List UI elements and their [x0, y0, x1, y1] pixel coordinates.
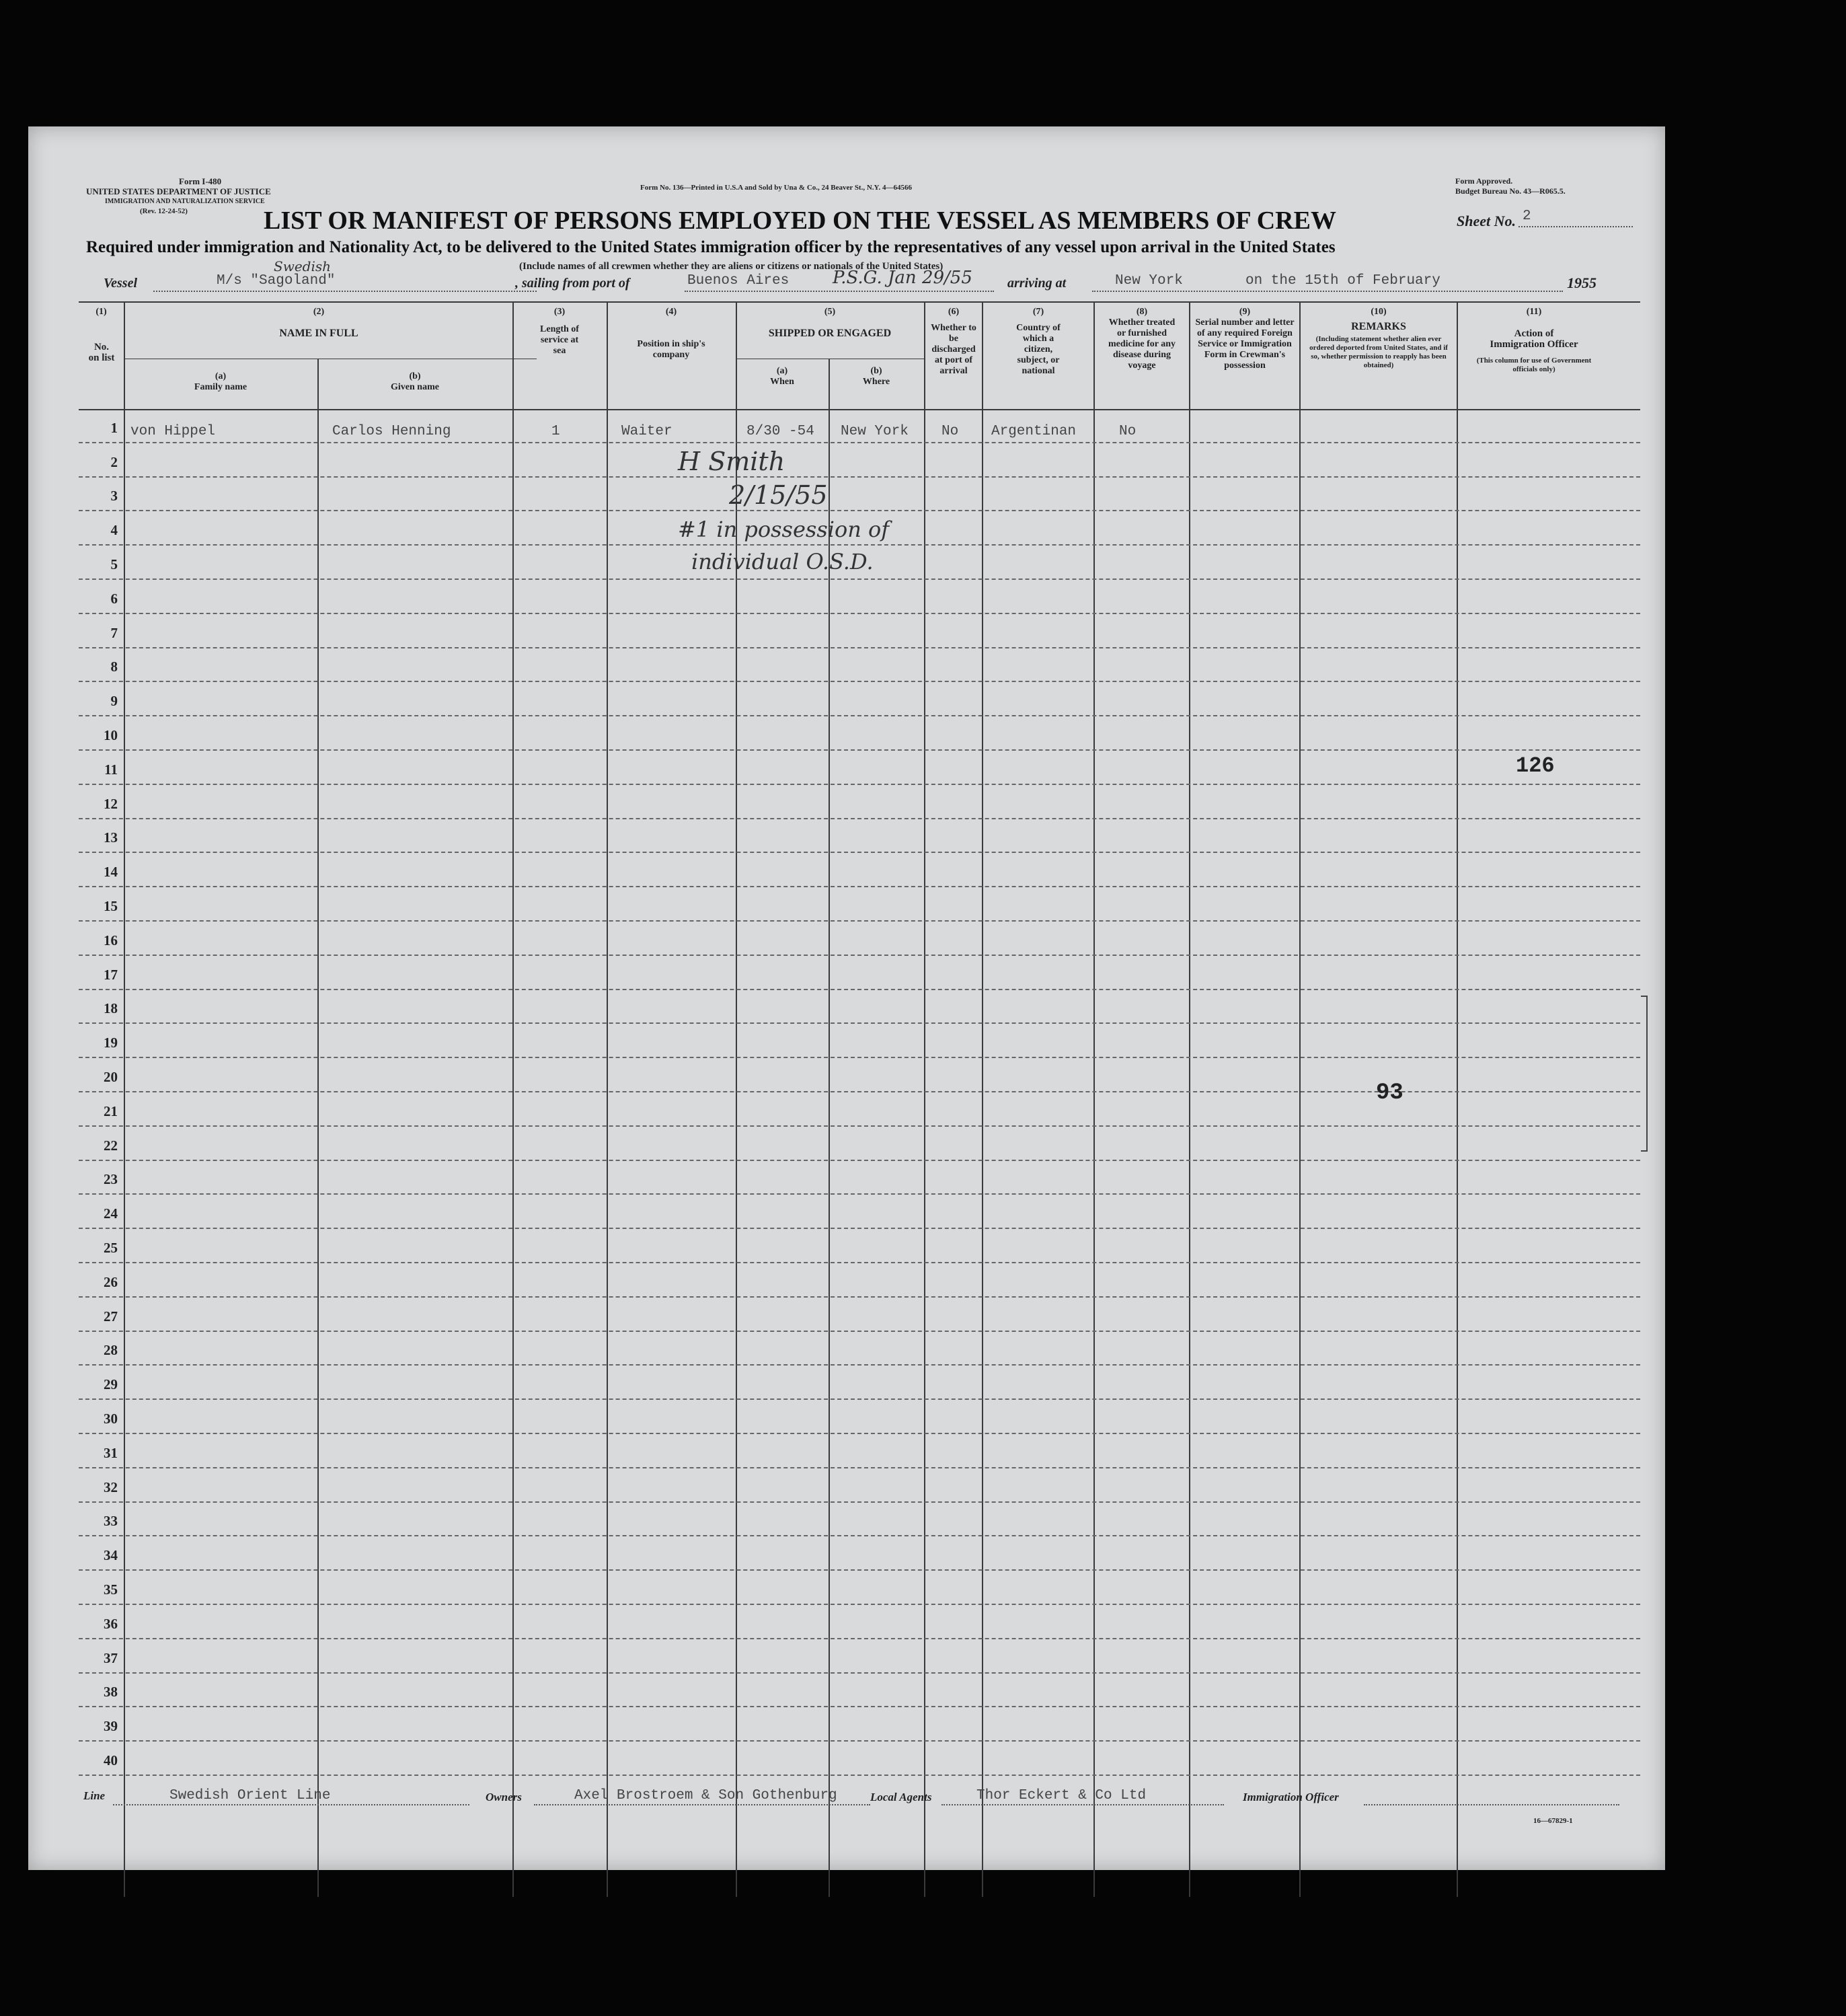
vessel-label: Vessel	[104, 276, 137, 291]
row-number: 6	[110, 590, 118, 607]
table-row	[79, 1674, 1640, 1708]
port-underline	[685, 291, 994, 292]
row-number: 26	[104, 1273, 118, 1290]
table-row	[79, 478, 1640, 512]
immigration-officer-label: Immigration Officer	[1243, 1791, 1339, 1803]
row-number: 4	[110, 522, 118, 539]
form-revision: (Rev. 12-24-52)	[140, 207, 188, 215]
service-name: IMMIGRATION AND NATURALIZATION SERVICE	[105, 198, 265, 205]
row-number: 18	[104, 1000, 118, 1017]
page-title: LIST OR MANIFEST OF PERSONS EMPLOYED ON THE VESSEL AS MEMBERS OF CREW	[264, 207, 1336, 235]
table-row	[79, 1536, 1640, 1571]
table-row	[79, 1092, 1640, 1127]
given-name-header: (b) Given name	[391, 371, 439, 392]
row-number: 2	[110, 453, 118, 470]
row-number: 14	[104, 864, 118, 881]
table-row	[79, 682, 1640, 716]
table-row	[79, 580, 1640, 614]
entry-where: New York	[841, 424, 909, 439]
entry-given-name: Carlos Henning	[332, 424, 451, 439]
col-1-header: (1) No. on list	[88, 307, 115, 363]
row-number: 34	[104, 1547, 118, 1564]
table-row	[79, 1332, 1640, 1366]
table-row	[79, 1024, 1640, 1058]
row-number: 36	[104, 1615, 118, 1632]
row-number: 16	[104, 932, 118, 948]
entry-position: Waiter	[621, 424, 672, 439]
table-row	[79, 443, 1640, 478]
line-label: Line	[83, 1789, 106, 1802]
table-row	[79, 1229, 1640, 1263]
page-subtitle: Required under immigration and Nationality Act, to be delivered to the United States immigration officer by the representatives of any vessel upon arrival in the United States	[86, 238, 1336, 256]
arrival-port: New York	[1115, 273, 1183, 289]
line-value: Swedish Orient Line	[169, 1788, 331, 1803]
where-header: (b) Where	[862, 366, 890, 387]
row-number: 9	[110, 693, 118, 710]
row-number: 24	[104, 1205, 118, 1222]
arriving-label: arriving at	[1007, 276, 1067, 291]
arrival-underline	[1092, 291, 1563, 292]
row-number: 39	[104, 1718, 118, 1735]
table-row	[79, 1468, 1640, 1503]
when-header: (a) When	[770, 366, 794, 387]
sheet-underline	[1518, 226, 1633, 227]
table-row	[79, 614, 1640, 648]
col-5-header: (5) SHIPPED OR ENGAGED	[768, 307, 892, 339]
row-number: 1	[110, 419, 118, 436]
sheet-no-label: Sheet No.	[1457, 213, 1516, 229]
agents-underline	[941, 1804, 1224, 1805]
printer-line: Form No. 136—Printed in U.S.A and Sold by Una & Co., 24 Beaver St., N.Y. 4—64566	[640, 184, 912, 192]
row-number: 40	[104, 1752, 118, 1768]
budget-bureau: Budget Bureau No. 43—R065.5.	[1455, 186, 1566, 196]
form-header-left	[86, 176, 271, 217]
form-code: 16—67829-1	[1533, 1817, 1573, 1825]
row-number: 35	[104, 1581, 118, 1598]
entry-discharged: No	[941, 424, 959, 439]
col-10-header: (10) REMARKS (Including statement whether alien ever ordered deported from United States, and if so, whether permission to reapply has been obtained)	[1309, 307, 1448, 369]
agents-value: Thor Eckert & Co Ltd	[976, 1788, 1147, 1803]
handwritten-signature: H Smith	[678, 447, 785, 476]
form-approved: Form Approved.	[1455, 176, 1513, 186]
handwritten-note-line2: individual O.S.D.	[691, 549, 874, 574]
entry-family-name: von Hippel	[130, 424, 216, 439]
col-4-header: (4) Position in ship's company	[637, 307, 705, 360]
table-row	[79, 1707, 1640, 1742]
row-number: 17	[104, 966, 118, 983]
port-annotation: P.S.G. Jan 29/55	[833, 268, 972, 288]
handwritten-date: 2/15/55	[729, 480, 828, 510]
col-3-header: (3) Length of service at sea	[540, 307, 579, 356]
row-number: 28	[104, 1342, 118, 1359]
table-row	[79, 990, 1640, 1024]
sailing-label: , sailing from port of	[515, 276, 630, 291]
row-number: 29	[104, 1376, 118, 1393]
table-row	[79, 1298, 1640, 1332]
margin-bracket	[1641, 996, 1648, 1152]
entry-medicine: No	[1119, 424, 1137, 439]
entry-service-length: 1	[551, 424, 560, 439]
row-number: 33	[104, 1513, 118, 1530]
owners-label: Owners	[486, 1791, 522, 1803]
table-row	[79, 1195, 1640, 1229]
row-number: 20	[104, 1068, 118, 1085]
entry-when: 8/30 -54	[746, 424, 814, 439]
row-number: 5	[110, 556, 118, 572]
table-row	[79, 1605, 1640, 1639]
form-approval	[1455, 176, 1566, 196]
col-8-header: (8) Whether treated or furnished medicine for any disease during voyage	[1108, 307, 1176, 371]
owners-underline	[534, 1804, 870, 1805]
table-row	[79, 887, 1640, 922]
row-number: 32	[104, 1479, 118, 1495]
officer-underline	[1364, 1804, 1619, 1805]
vessel-underline	[153, 291, 537, 292]
owners-value: Axel Brostroem & Son Gothenburg	[574, 1788, 837, 1803]
department-name: UNITED STATES DEPARTMENT OF JUSTICE	[86, 186, 271, 196]
col-7-header: (7) Country of which a citizen, subject, or national	[1016, 307, 1061, 376]
row-number: 37	[104, 1649, 118, 1666]
table-row	[79, 1161, 1640, 1195]
sheet-number: 2	[1523, 209, 1531, 224]
row-number: 38	[104, 1684, 118, 1701]
row-number: 11	[104, 761, 118, 778]
table-row	[79, 1058, 1640, 1092]
row-number: 30	[104, 1410, 118, 1427]
crew-note: (Include names of all crewmen whether they are aliens or citizens or nationals of the United States)	[519, 261, 944, 272]
arrival-year: 1955	[1567, 274, 1597, 291]
stamp-number-126: 126	[1516, 753, 1555, 778]
col-6-header: (6) Whether to be discharged at port of arrival	[931, 307, 976, 376]
row-number: 27	[104, 1308, 118, 1324]
row-number: 10	[104, 726, 118, 743]
row-number: 12	[104, 795, 118, 812]
table-row	[79, 1263, 1640, 1298]
col-9-header: (9) Serial number and letter of any required Foreign Service or Immigration Form in Crewman's possession	[1195, 307, 1295, 371]
table-row	[79, 716, 1640, 751]
table-row	[79, 1571, 1640, 1605]
agents-label: Local Agents	[870, 1791, 932, 1803]
line-underline	[113, 1804, 469, 1805]
row-number: 15	[104, 897, 118, 914]
row-number: 7	[110, 624, 118, 641]
row-number: 3	[110, 488, 118, 505]
row-number: 19	[104, 1035, 118, 1051]
table-row	[79, 1366, 1640, 1400]
form-id: Form I-480	[179, 176, 222, 186]
table-row	[79, 751, 1640, 785]
table-row	[79, 1639, 1640, 1674]
col-2-header: (2) NAME IN FULL	[279, 307, 358, 339]
table-top-rule	[79, 301, 1640, 303]
table-row	[79, 1127, 1640, 1161]
row-number: 25	[104, 1239, 118, 1256]
arrival-date: on the 15th of February	[1245, 273, 1440, 289]
row-number: 21	[104, 1103, 118, 1119]
stamp-number-93: 93	[1376, 1080, 1403, 1106]
row-number: 13	[104, 829, 118, 846]
row-number: 31	[104, 1444, 118, 1461]
row-number: 8	[110, 659, 118, 675]
vessel-annotation: Swedish	[274, 258, 331, 274]
row-number: 22	[104, 1137, 118, 1154]
family-name-header: (a) Family name	[194, 371, 247, 392]
table-row	[79, 785, 1640, 819]
table-row	[79, 1400, 1640, 1434]
handwritten-note-line1: #1 in possession of	[678, 517, 890, 542]
table-row	[79, 956, 1640, 990]
table-row	[79, 1434, 1640, 1468]
table-row	[79, 1742, 1640, 1776]
manifest-sheet	[28, 126, 1665, 1870]
table-row	[79, 922, 1640, 956]
table-row	[79, 648, 1640, 683]
entry-country: Argentinan	[991, 424, 1077, 439]
table-row	[79, 1503, 1640, 1537]
col-11-header: (11) Action of Immigration Officer (This column for use of Government officials only)	[1476, 307, 1592, 373]
row-number: 23	[104, 1171, 118, 1188]
manifest-rows	[79, 409, 1640, 1776]
vessel-name: M/s "Sagoland"	[217, 273, 336, 289]
table-row	[79, 819, 1640, 854]
table-row	[79, 853, 1640, 887]
departure-port: Buenos Aires	[687, 273, 790, 289]
